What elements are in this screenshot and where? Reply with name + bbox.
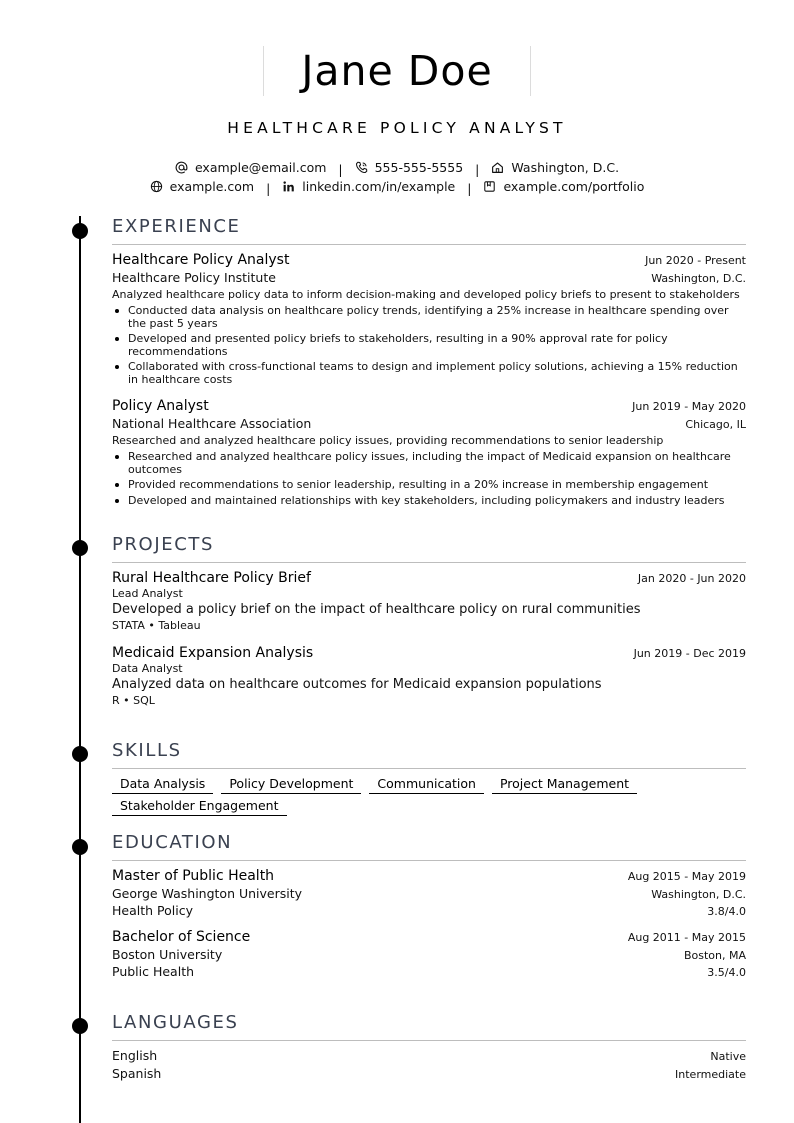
skill-tag: Stakeholder Engagement [112,798,287,816]
project-entry [112,570,746,632]
skill-tag: Policy Development [221,776,361,794]
project-role: Data Analyst [112,662,183,675]
job-organization: National Healthcare Association [112,416,312,431]
skills-list [112,776,746,816]
linkedin-icon [282,180,295,193]
job-organization: Healthcare Policy Institute [112,270,276,285]
timeline-dot-languages [72,1018,88,1034]
degree-title: Master of Public Health [112,868,275,884]
contact-separator: | [338,162,343,177]
language-row [112,1066,746,1081]
gpa: 3.8/4.0 [707,905,746,918]
experience-entry [112,398,746,507]
candidate-name: Jane Doe [301,46,493,95]
at-icon [175,161,188,174]
location-text: Washington, D.C. [511,160,620,175]
website-text: example.com [169,179,255,194]
education-entry [112,868,746,918]
skill-tag: Communication [369,776,484,794]
project-entry [112,645,746,707]
timeline-dot-skills [72,746,88,762]
school-location: Washington, D.C. [651,888,746,901]
linkedin-text: linkedin.com/in/example [302,179,456,194]
timeline-dot-experience [72,223,88,239]
job-bullets [112,305,746,386]
language-level: Native [710,1050,746,1063]
job-title: Policy Analyst [112,398,209,414]
education-date: Aug 2015 - May 2019 [627,870,746,883]
list-item: Researched and analyzed healthcare policy issues, including the impact of Medicaid expansion on healthcare outcomes [112,451,746,476]
project-tech: R • SQL [112,694,155,707]
job-location: Washington, D.C. [651,272,746,285]
candidate-title: HEALTHCARE POLICY ANALYST [227,119,567,137]
contact-line-2 [0,179,794,196]
project-date: Jan 2020 - Jun 2020 [637,572,746,585]
language-name: English [112,1048,158,1063]
section-heading: LANGUAGES [112,1012,746,1041]
list-item: Developed and maintained relationships with key stakeholders, including policymakers and industry leaders [112,495,746,508]
language-level: Intermediate [675,1068,746,1081]
contact-line-1 [0,160,794,177]
job-summary: Analyzed healthcare policy data to inform decision-making and developed policy briefs to present to stakeholders [112,288,740,301]
contact-separator: | [467,181,472,196]
timeline-dot-projects [72,540,88,556]
project-title: Rural Healthcare Policy Brief [112,570,311,586]
school-name: Boston University [112,947,223,962]
project-date: Jun 2019 - Dec 2019 [633,647,746,660]
phone-text: 555-555-5555 [374,160,464,175]
language-name: Spanish [112,1066,162,1081]
list-item: Provided recommendations to senior leadership, resulting in a 20% increase in membership engagement [112,479,746,492]
project-role: Lead Analyst [112,587,183,600]
experience-entry [112,252,746,386]
section-heading: EDUCATION [112,832,746,861]
portfolio-text: example.com/portfolio [503,179,645,194]
project-tech: STATA • Tableau [112,619,201,632]
section-heading: PROJECTS [112,534,746,563]
experience-section [112,216,746,507]
skill-tag: Project Management [492,776,637,794]
skills-section [112,740,746,816]
job-date: Jun 2020 - Present [645,254,746,267]
contact-website[interactable] [150,179,254,194]
contact-portfolio[interactable] [483,179,644,194]
timeline-dot-education [72,839,88,855]
section-heading: SKILLS [112,740,746,769]
contact-phone[interactable] [355,160,464,175]
job-date: Jun 2019 - May 2020 [632,400,746,413]
globe-icon [150,180,163,193]
job-location: Chicago, IL [685,418,746,431]
project-title: Medicaid Expansion Analysis [112,645,314,661]
language-row [112,1048,746,1063]
education-entry [112,929,746,979]
job-title: Healthcare Policy Analyst [112,252,290,268]
list-item: Conducted data analysis on healthcare policy trends, identifying a 25% increase in healthcare spending over the past 5 years [112,305,746,330]
home-icon [491,161,504,174]
phone-icon [355,161,368,174]
degree-title: Bachelor of Science [112,929,251,945]
school-location: Boston, MA [683,949,746,962]
portfolio-icon [483,180,496,193]
gpa: 3.5/4.0 [707,966,746,979]
timeline-line [79,216,81,1123]
field-of-study: Health Policy [112,903,193,918]
project-description: Analyzed data on healthcare outcomes for Medicaid expansion populations [112,677,602,692]
education-section [112,832,746,979]
contact-separator: | [475,162,480,177]
email-text: example@email.com [194,160,327,175]
list-item: Developed and presented policy briefs to stakeholders, resulting in a 90% approval rate for policy recommendations [112,333,746,358]
contact-location [491,160,619,175]
job-bullets [112,451,746,507]
projects-section [112,534,746,707]
project-description: Developed a policy brief on the impact of healthcare policy on rural communities [112,602,641,617]
contact-separator: | [266,181,271,196]
contact-email[interactable] [175,160,326,175]
education-date: Aug 2011 - May 2015 [627,931,746,944]
school-name: George Washington University [112,886,303,901]
field-of-study: Public Health [112,964,195,979]
skill-tag: Data Analysis [112,776,213,794]
job-summary: Researched and analyzed healthcare policy issues, providing recommendations to senior leadership [112,434,664,447]
section-heading: EXPERIENCE [112,216,746,245]
languages-section [112,1012,746,1081]
list-item: Collaborated with cross-functional teams to design and implement policy solutions, achieving a 15% reduction in healthcare costs [112,361,746,386]
name-block [263,46,531,96]
contact-linkedin[interactable] [282,179,455,194]
